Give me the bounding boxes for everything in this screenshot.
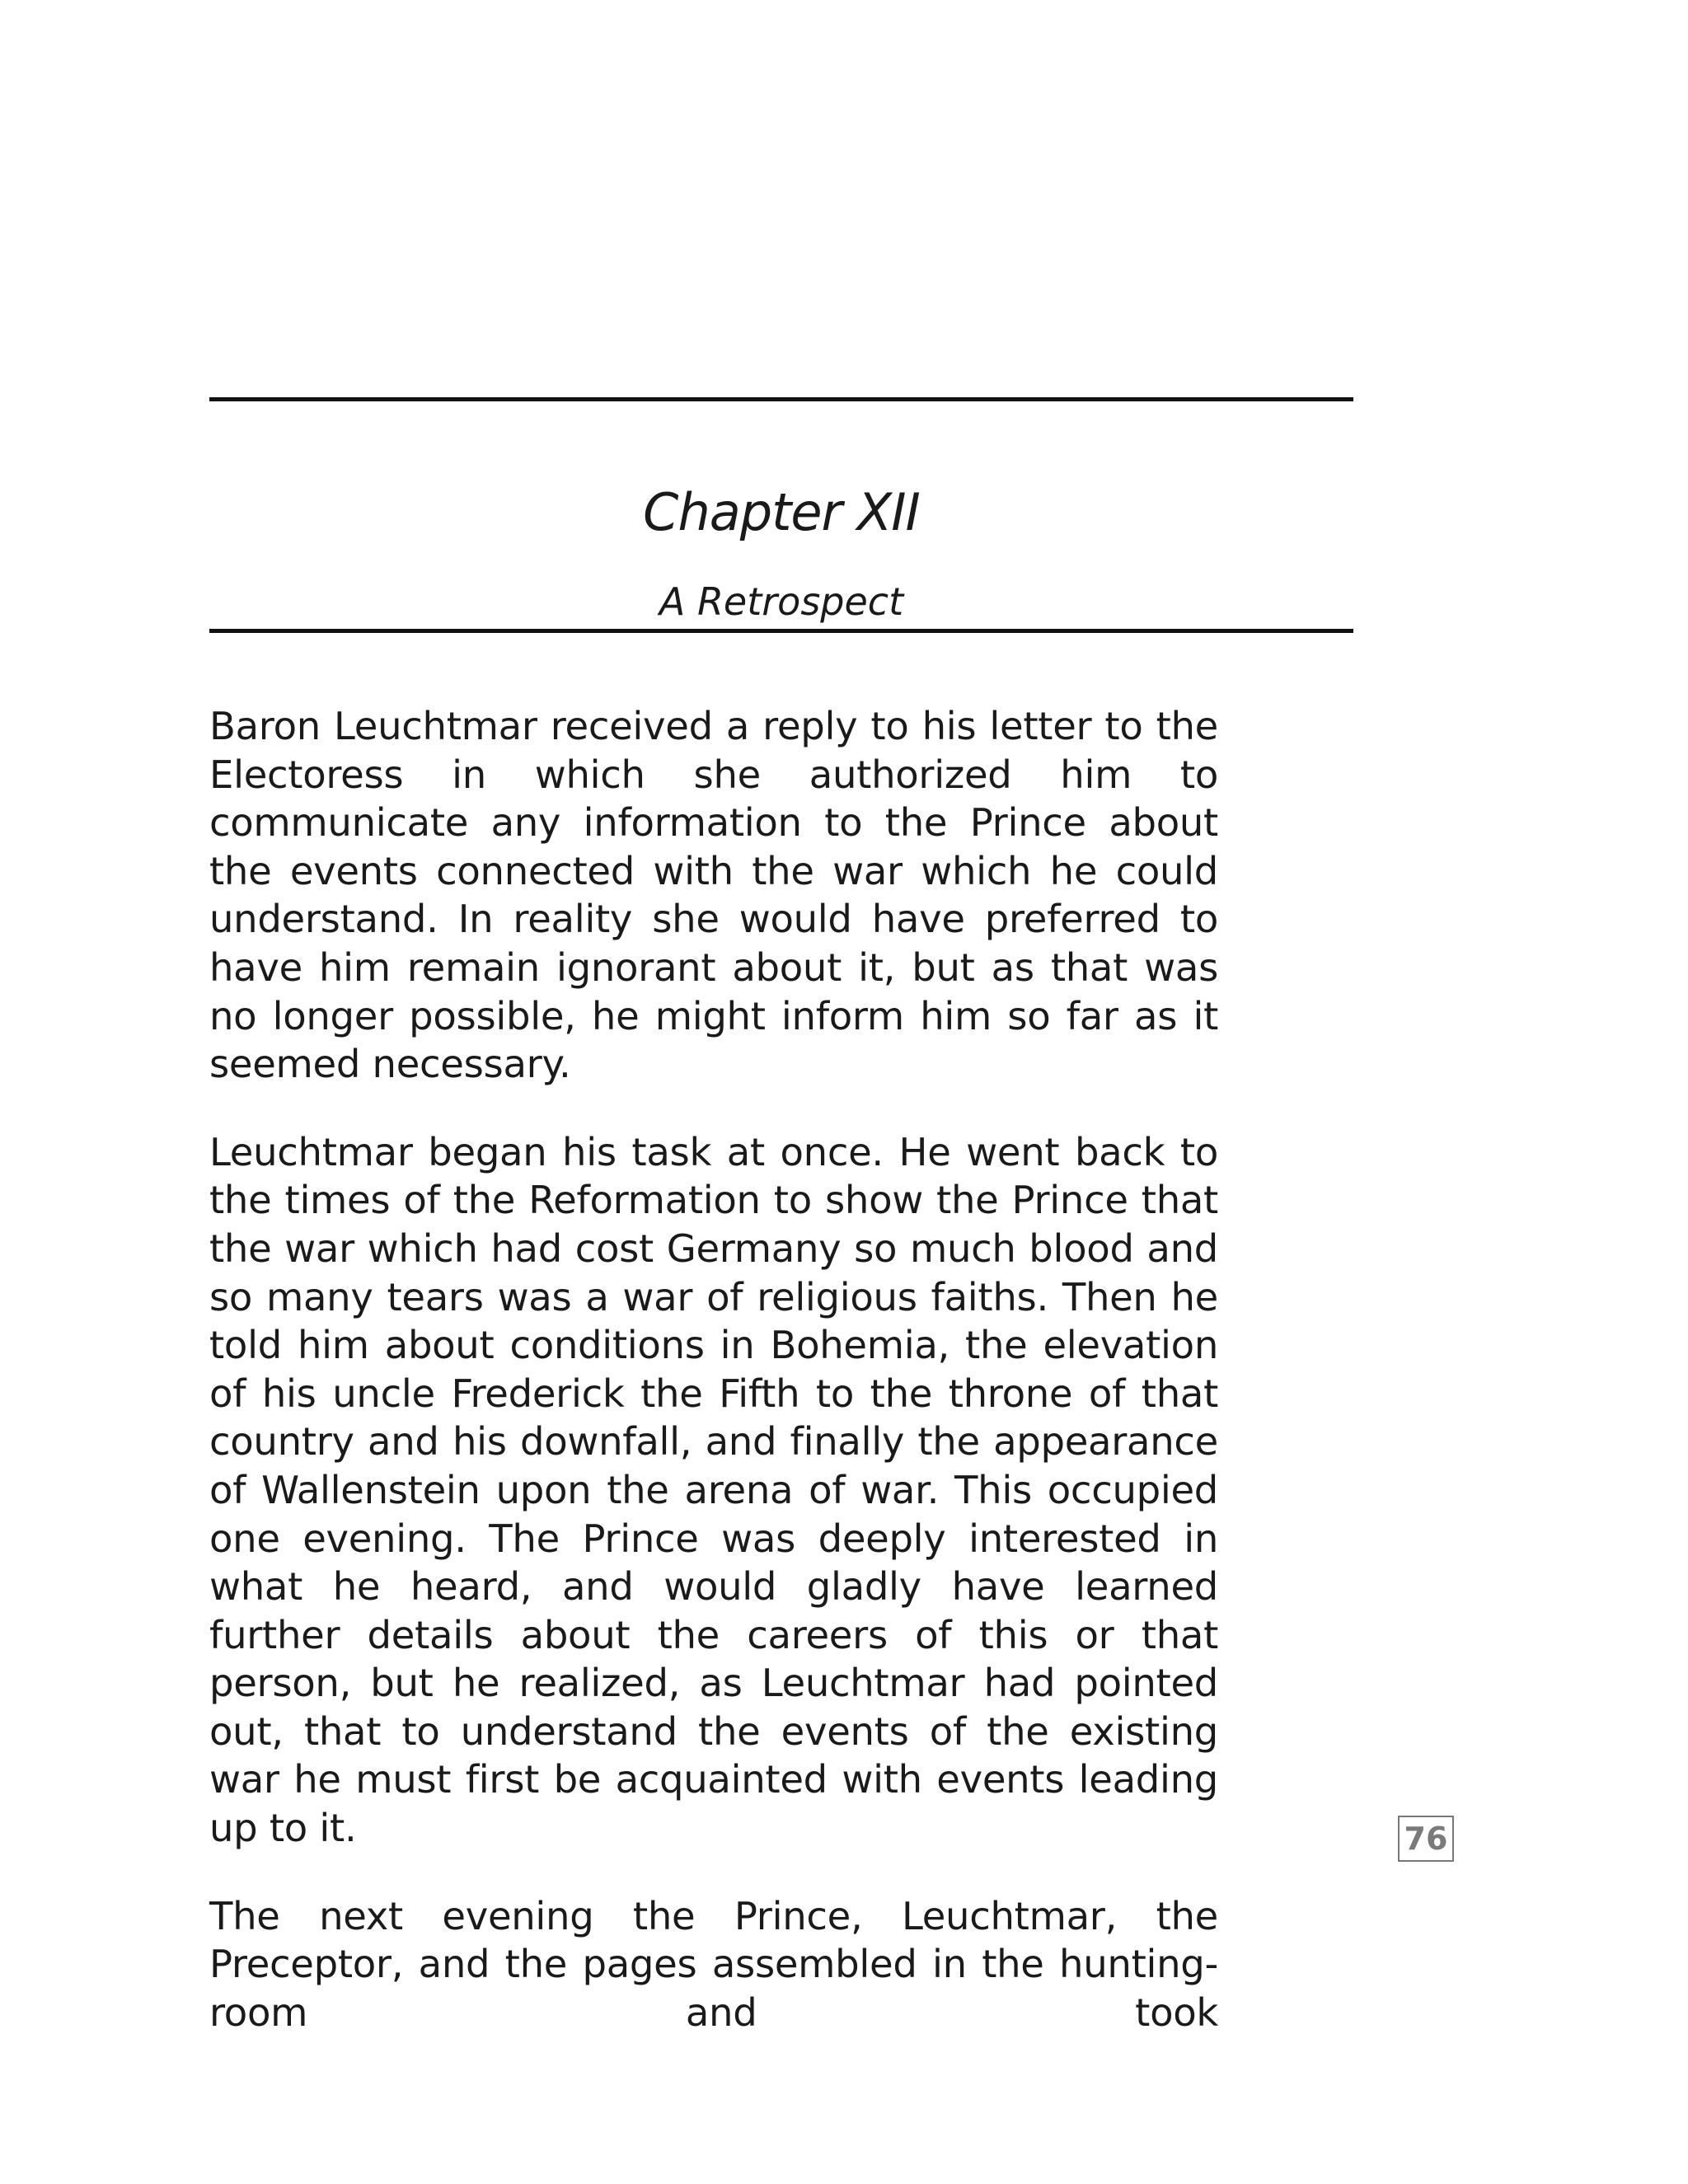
chapter-subtitle: A Retrospect xyxy=(659,579,904,624)
body-text xyxy=(209,702,1218,2076)
paragraph-2: Leuchtmar began his task at once. He went back to the times of the Reformation to show the Prince that the war which had cost Germany so much blood and so many tears was a war of religious faiths. Then he told him about conditions in Bohemia, the elevation of his uncle Frederick the Fifth to the throne of that country and his downfall, and finally the appearance of Wallenstein upon the arena of war. This occupied one evening. The Prince was deeply interested in what he heard, and would gladly have learned further details about the careers of this or that person, but he realized, as Leuchtmar had pointed out, that to understand the events of the existing war he must first be acquainted with events leading up to it. xyxy=(209,1129,1218,1851)
chapter-title: Chapter XII xyxy=(643,482,920,542)
page-number-badge: 76 xyxy=(1398,1816,1454,1862)
bottom-rule xyxy=(209,629,1353,633)
paragraph-1: Baron Leuchtmar received a reply to his letter to the Electoress in which she authorized him to communicate any information to the Prince about the events connected with the war which he could understand. In reality she would have preferred to have him remain ignorant about it, but as that was no longer possible, he might inform him so far as it seemed necessary. xyxy=(209,704,1218,1087)
paragraph-3: The next evening the Prince, Leuchtmar, the Preceptor, and the pages assembled in the hunting-room and took xyxy=(209,1893,1218,2035)
top-rule xyxy=(209,397,1353,401)
